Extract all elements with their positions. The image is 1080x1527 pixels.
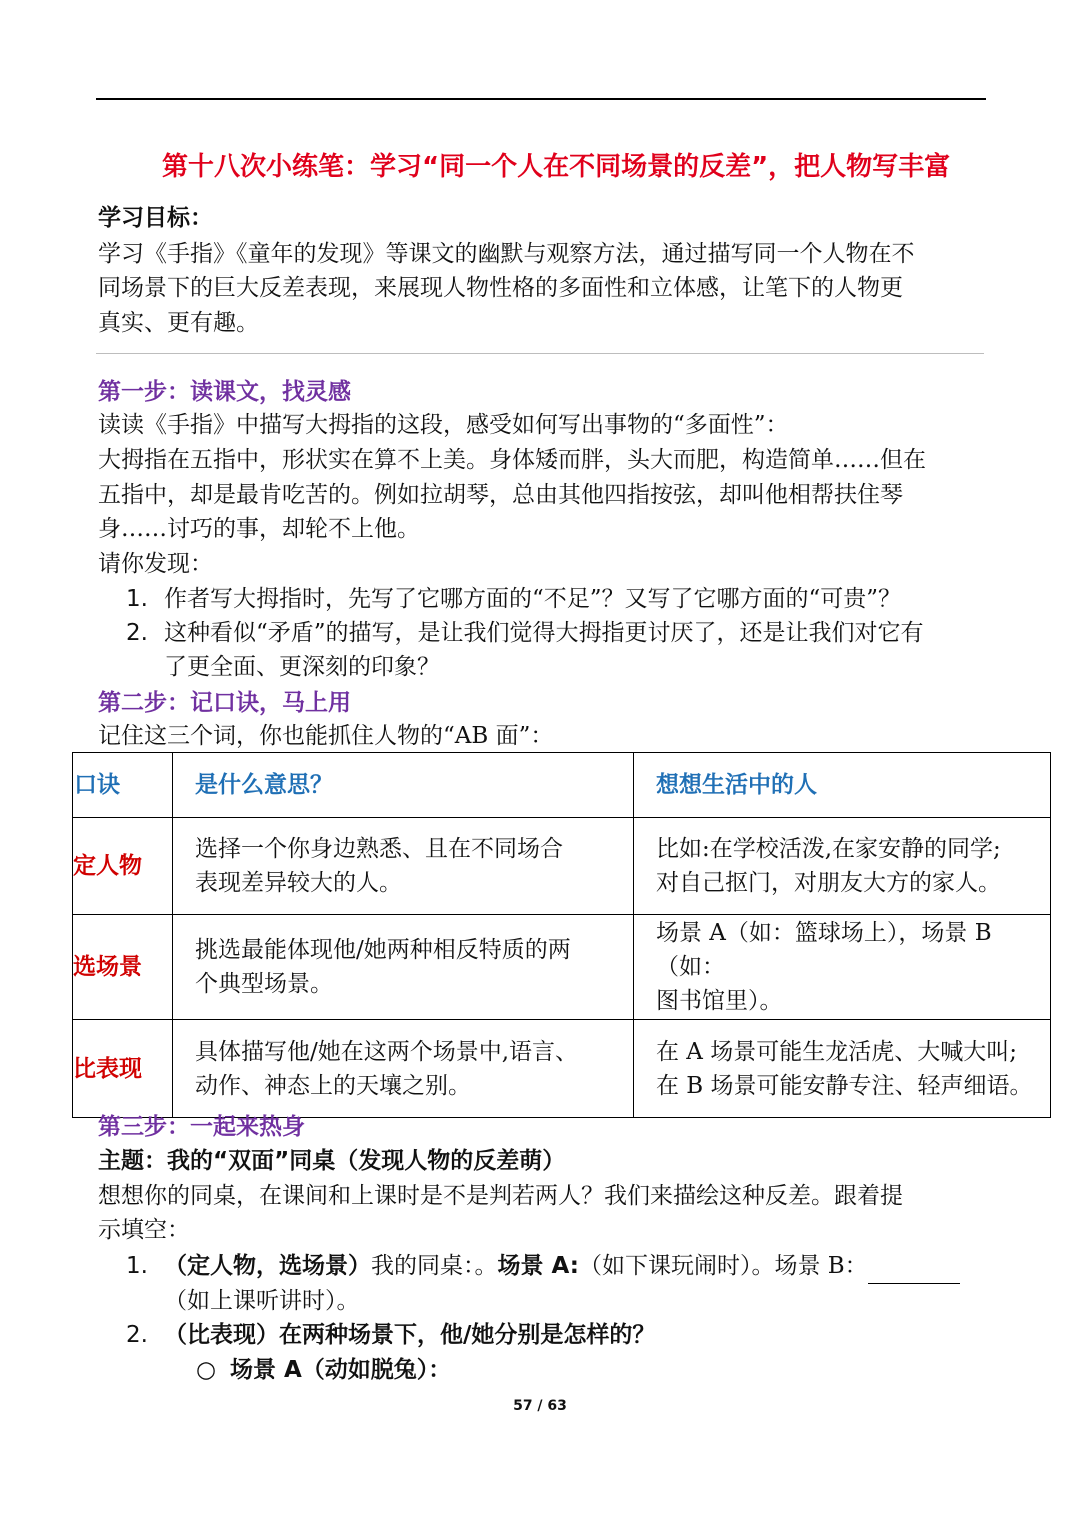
table-row (73, 818, 1051, 915)
item-1-scene-a-text: （如下课玩闹时）。场景 B： (578, 1253, 868, 1279)
row-meaning (173, 1020, 634, 1118)
header-rule (96, 98, 986, 100)
table-row (73, 1020, 1051, 1118)
row-example-line: 场景 A（如：篮球场上），场景 B（如： (656, 920, 992, 980)
row-example-line: 在 B 场景可能安静专注、轻声细语。 (656, 1072, 1033, 1099)
mnemonic-table (72, 752, 1051, 1118)
item-1-scene-a-label: 场景 A: (497, 1253, 579, 1279)
item-1-bold: （定人物，选场景） (164, 1253, 371, 1279)
sub-bullet: ○ (196, 1357, 217, 1383)
row-meaning-line: 动作、神态上的天壤之别。 (195, 1072, 471, 1099)
row-meaning (173, 818, 634, 915)
row-example (634, 915, 1051, 1020)
page-number: 57 / 63 (513, 1398, 567, 1414)
row-example-line: 比如:在学校活泼,在家安静的同学; (656, 836, 1001, 862)
row-meaning-line: 具体描写他/她在这两个场景中,语言、 (195, 1038, 579, 1065)
item-1-continuation: （如上课听讲时）。 (164, 1288, 360, 1314)
row-example (634, 818, 1051, 915)
table-row (73, 915, 1051, 1020)
goal-label: 学习目标： (98, 205, 213, 231)
goal-line-2: 同场景下的巨大反差表现，来展现人物性格的多面性和立体感，让笔下的人物更 (98, 275, 903, 301)
page-title: 第十八次小练笔：学习“同一个人在不同场景的反差”，把人物写丰富 (162, 152, 951, 182)
header-meaning: 是什么意思？ (173, 753, 634, 818)
passage-line-2: 五指中，却是最肯吃苦的。例如拉胡琴，总由其他四指按弦，却叫他相帮扶住琴 (98, 482, 903, 508)
question-2-line-2: 了更全面、更深刻的印象？ (164, 654, 440, 680)
question-1-number: 1. (126, 586, 148, 612)
header-example: 想想生活中的人 (634, 753, 1051, 818)
section-divider (96, 353, 984, 354)
item-2-text: （比表现）在两种场景下，他/她分别是怎样的？ (164, 1322, 656, 1348)
row-example (634, 1020, 1051, 1118)
item-2-number: 2. (126, 1322, 148, 1348)
row-example-line: 在 A 场景可能生龙活虎、大喊大叫; (656, 1038, 1017, 1065)
scene-b-blank[interactable] (868, 1261, 960, 1284)
row-meaning-line: 选择一个你身边熟悉、且在不同场合 (195, 836, 563, 862)
row-meaning (173, 915, 634, 1020)
row-meaning-line: 挑选最能体现他/她两种相反特质的两 (195, 937, 571, 963)
goal-line-3: 真实、更有趣。 (98, 310, 259, 336)
row-key: 比表现 (73, 1020, 173, 1118)
passage-line-3: 身……讨巧的事，却轮不上他。 (98, 516, 420, 542)
question-1-text: 作者写大拇指时，先写了它哪方面的“不足”？又写了它哪方面的“可贵”？ (164, 586, 902, 612)
header-mnemonic: 口诀 (73, 753, 173, 818)
discover-prompt: 请你发现： (98, 551, 213, 577)
row-key: 定人物 (73, 818, 173, 915)
row-key: 选场景 (73, 915, 173, 1020)
item-1-desk: 我的同桌：。 (371, 1253, 498, 1279)
step3-intro-line-1: 想想你的同桌，在课间和上课时是不是判若两人？我们来描绘这种反差。跟着提 (98, 1183, 903, 1209)
question-2-number: 2. (126, 620, 148, 646)
question-2-line-1: 这种看似“矛盾”的描写，是让我们觉得大拇指更讨厌了，还是让我们对它有 (164, 620, 924, 646)
passage-line-1: 大拇指在五指中，形状实在算不上美。身体矮而胖，头大而肥，构造简单……但在 (98, 447, 926, 473)
step3-intro-line-2: 示填空： (98, 1217, 190, 1243)
goal-line-1: 学习《手指》《童年的发现》等课文的幽默与观察方法，通过描写同一个人物在不 (98, 241, 915, 267)
row-example-line: 图书馆里）。 (656, 988, 783, 1014)
step3-theme: 主题：我的“双面”同桌（发现人物的反差萌） (98, 1148, 566, 1174)
step3-heading: 第三步：一起来热身 (98, 1114, 305, 1140)
item-1-text (164, 1248, 994, 1284)
table-header-row (73, 753, 1051, 818)
step2-heading: 第二步：记口诀，马上用 (98, 690, 351, 716)
step1-intro: 读读《手指》中描写大拇指的这段，感受如何写出事物的“多面性”： (98, 412, 789, 438)
scene-a-item: 场景 A（动如脱兔）： (230, 1357, 452, 1383)
row-meaning-line: 个典型场景。 (195, 971, 333, 997)
step1-heading: 第一步：读课文，找灵感 (98, 379, 351, 405)
row-example-line: 对自己抠门，对朋友大方的家人。 (656, 870, 1001, 896)
item-1-number: 1. (126, 1253, 148, 1279)
step2-intro: 记住这三个词，你也能抓住人物的“AB 面”： (98, 723, 554, 749)
row-meaning-line: 表现差异较大的人。 (195, 870, 402, 896)
